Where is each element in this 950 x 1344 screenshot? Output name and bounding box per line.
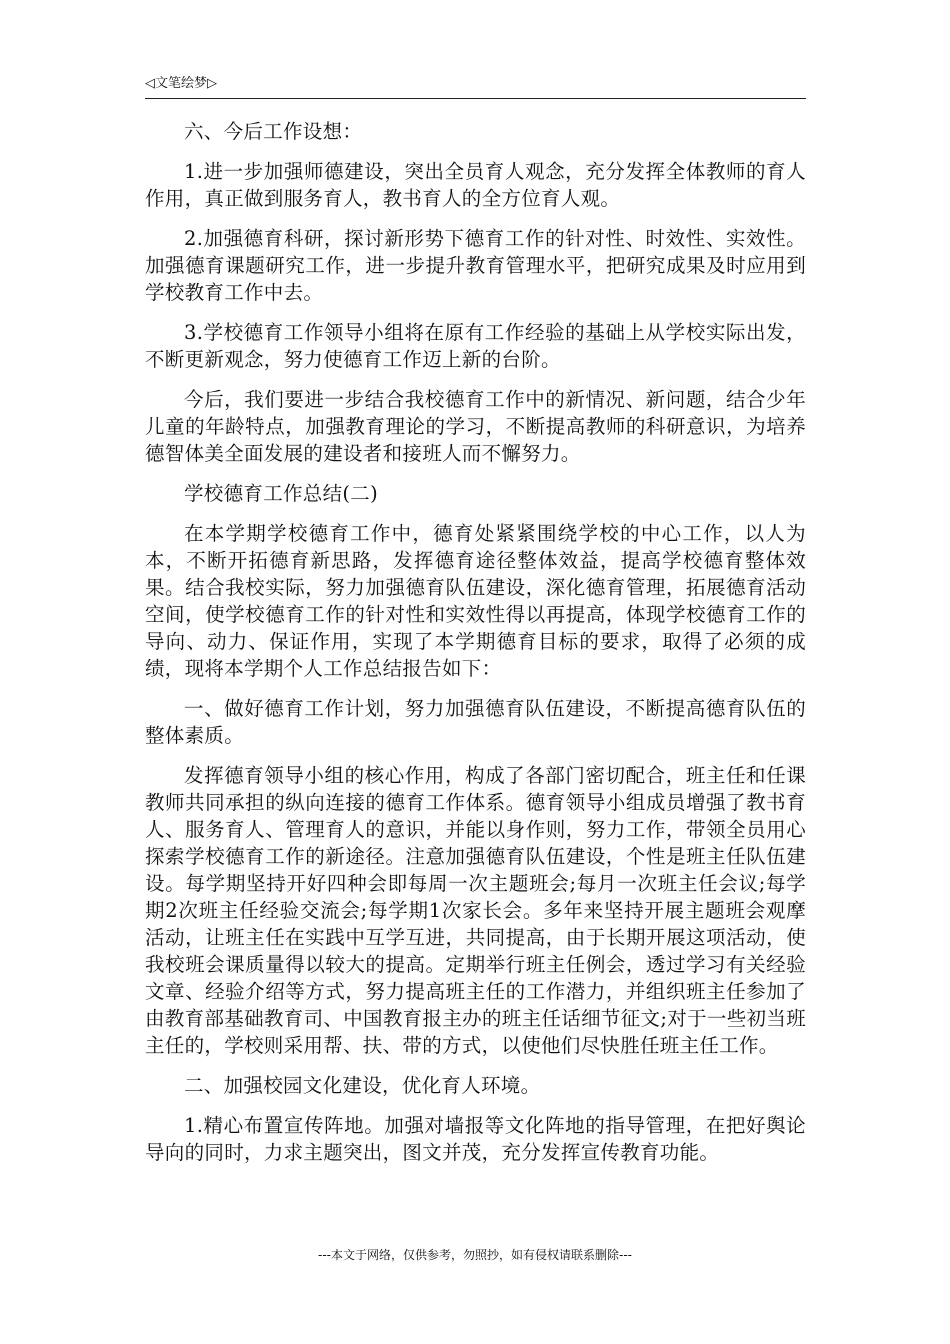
paragraph: 1.进一步加强师德建设，突出全员育人观念，充分发挥全体教师的育人作用，真正做到服务育人，教书育人的全方位育人观。	[145, 160, 806, 210]
paragraph: 今后，我们要进一步结合我校德育工作中的新情况、新问题，结合少年儿童的年龄特点，加强教育理论的学习，不断提高教师的科研意识，为培养德智体美全面发展的建设者和接班人而不懈努力。	[145, 388, 806, 465]
section-heading-two: 二、加强校园文化建设，优化育人环境。	[184, 1074, 541, 1097]
document-body	[145, 118, 806, 1179]
section-heading-future-plans: 六、今后工作设想：	[184, 120, 363, 143]
paragraph: 1.精心布置宣传阵地。加强对墙报等文化阵地的指导管理，在把好舆论导向的同时，力求主题突出，图文并茂，充分发挥宣传教育功能。	[145, 1114, 806, 1164]
paragraph: 3.学校德育工作领导小组将在原有工作经验的基础上从学校实际出发，不断更新观念，努力使德育工作迈上新的台阶。	[145, 321, 806, 371]
section-heading-one: 一、做好德育工作计划，努力加强德育队伍建设，不断提高德育队伍的整体素质。	[145, 697, 806, 747]
paragraph: 发挥德育领导小组的核心作用，构成了各部门密切配合，班主任和任课教师共同承担的纵向连接的德育工作体系。德育领导小组成员增强了教书育人、服务育人、管理育人的意识，并能以身作则，努力工作，带领全员用心探索学校德育工作的新途径。注意加强德育队伍建设，个性是班主任队伍建设。每学期坚持开好四种会即每周一次主题班会;每月一次班主任会议;每学期2次班主任经验交流会;每学期1次家长会。多年来坚持开展主题班会观摩活动，让班主任在实践中互学互进，共同提高，由于长期开展这项活动，使我校班会课质量得以较大的提高。定期举行班主任例会，透过学习有关经验文章、经验介绍等方式，努力提高班主任的工作潜力，并组织班主任参加了由教育部基础教育司、中国教育报主办的班主任话细节征文;对于一些初当班主任的，学校则采用帮、扶、带的方式，以使他们尽快胜任班主任工作。	[145, 764, 806, 1057]
paragraph: 2.加强德育科研，探讨新形势下德育工作的针对性、时效性、实效性。加强德育课题研究工作，进一步提升教育管理水平，把研究成果及时应用到学校教育工作中去。	[145, 227, 806, 304]
document-title: 学校德育工作总结(二)	[184, 482, 379, 505]
page-header	[145, 74, 806, 99]
paragraph: 在本学期学校德育工作中，德育处紧紧围绕学校的中心工作，以人为本，不断开拓德育新思路，发挥德育途径整体效益，提高学校德育整体效果。结合我校实际，努力加强德育队伍建设，深化德育管理，拓展德育活动空间，使学校德育工作的针对性和实效性得以再提高，体现学校德育工作的导向、动力、保证作用，实现了本学期德育目标的要求，取得了必须的成绩，现将本学期个人工作总结报告如下：	[145, 522, 806, 680]
header-brand: ◁文笔绘梦▷	[145, 76, 217, 91]
page-footer-disclaimer: ---本文于网络，仅供参考，勿照抄，如有侵权请联系删除---	[318, 1248, 632, 1262]
